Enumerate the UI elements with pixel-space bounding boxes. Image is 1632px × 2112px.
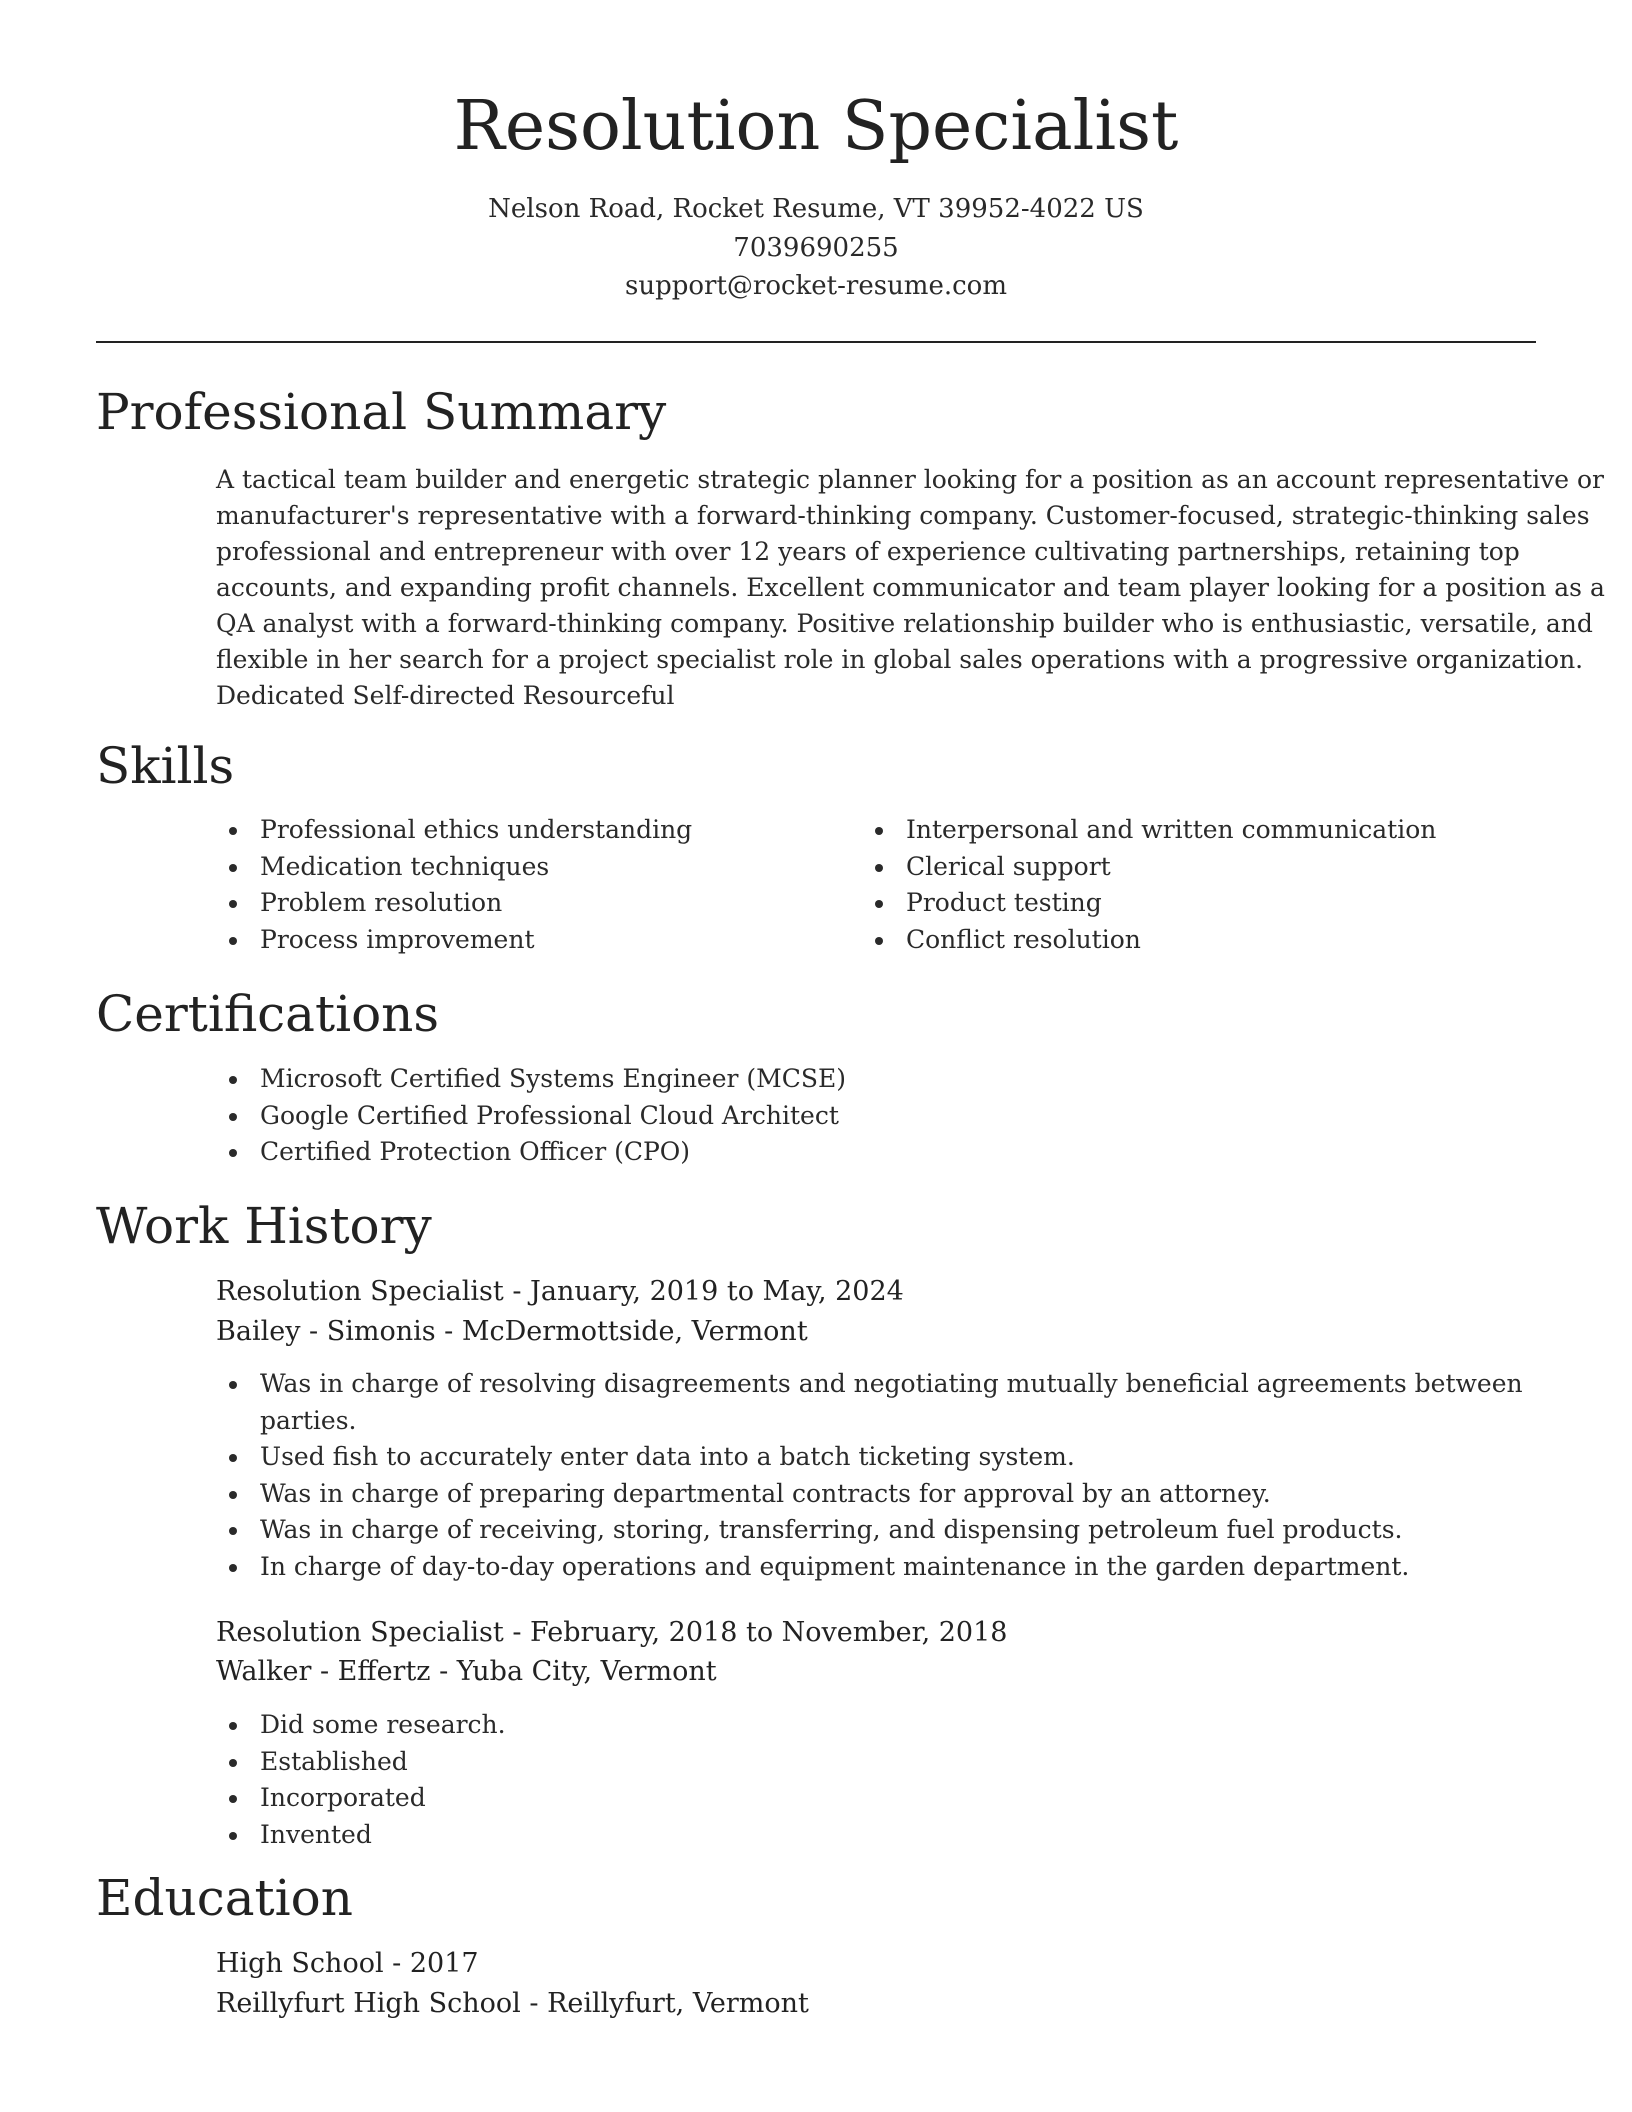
candidate-title: Resolution Specialist [453,87,1179,166]
list-item: Google Certified Professional Cloud Architect [216,1098,846,1135]
section-title-work-history: Work History [96,1197,432,1255]
list-item [216,1366,1523,1439]
skills-list-right [862,812,1436,958]
section-title-education: Education [96,1869,353,1927]
summary-line: flexible in her search for a project specialist role in global sales operations with a progressive organization. [216,645,1584,674]
section-title-summary: Professional Summary [96,383,667,441]
list-item: Certified Protection Officer (CPO) [216,1134,846,1171]
summary-line: Dedicated Self-directed Resourceful [216,681,675,710]
list-item: In charge of day-to-day operations and equipment maintenance in the garden department. [216,1549,1523,1586]
summary-line: QA analyst with a forward-thinking company. Positive relationship builder who is enthusiastic, versatile, and [216,609,1593,638]
certifications-list [216,1061,846,1171]
summary-line: professional and entrepreneur with over 12 years of experience cultivating partnerships, retaining top [216,537,1520,566]
bullet-text-continued: parties. [260,1405,357,1435]
list-item: Used fish to accurately enter data into a batch ticketing system. [216,1439,1523,1476]
summary-paragraph [216,462,1605,714]
section-title-skills: Skills [96,737,235,795]
summary-line: manufacturer's representative with a forward-thinking company. Customer-focused, strategic-thinking sales [216,501,1590,530]
list-item: Product testing [862,885,1436,922]
list-item: Invented [216,1817,506,1854]
list-item: Was in charge of preparing departmental contracts for approval by an attorney. [216,1476,1523,1513]
list-item: Did some research. [216,1707,506,1744]
skills-list-left [216,812,692,958]
contact-phone: 7039690255 [733,233,899,263]
header-divider [96,341,1536,343]
job-company-location: Walker - Effertz - Yuba City, Vermont [216,1656,717,1687]
list-item: Conflict resolution [862,922,1436,959]
job-company-location: Bailey - Simonis - McDermottside, Vermont [216,1316,808,1347]
list-item: Professional ethics understanding [216,812,692,849]
job-role-dates: Resolution Specialist - February, 2018 to November, 2018 [216,1617,1008,1648]
list-item: Established [216,1744,506,1781]
education-school-location: Reillyfurt High School - Reillyfurt, Vermont [216,1988,809,2019]
list-item: Clerical support [862,849,1436,886]
summary-line: A tactical team builder and energetic strategic planner looking for a position as an account representative or [216,465,1604,494]
list-item: Medication techniques [216,849,692,886]
job-bullets [216,1707,506,1853]
bullet-text: Was in charge of resolving disagreements and negotiating mutually beneficial agreements between [260,1369,1523,1398]
list-item: Process improvement [216,922,692,959]
job-role-dates: Resolution Specialist - January, 2019 to May, 2024 [216,1276,904,1307]
contact-email: support@rocket-resume.com [624,271,1007,301]
education-degree-year: High School - 2017 [216,1948,479,1979]
job-bullets [216,1366,1523,1585]
list-item: Problem resolution [216,885,692,922]
list-item: Incorporated [216,1780,506,1817]
section-title-certifications: Certifications [96,985,440,1043]
list-item: Was in charge of receiving, storing, transferring, and dispensing petroleum fuel products. [216,1512,1523,1549]
summary-line: accounts, and expanding profit channels. Excellent communicator and team player looking for a position as a [216,573,1605,602]
list-item: Microsoft Certified Systems Engineer (MCSE) [216,1061,846,1098]
list-item: Interpersonal and written communication [862,812,1436,849]
contact-address: Nelson Road, Rocket Resume, VT 39952-4022 US [488,194,1144,224]
